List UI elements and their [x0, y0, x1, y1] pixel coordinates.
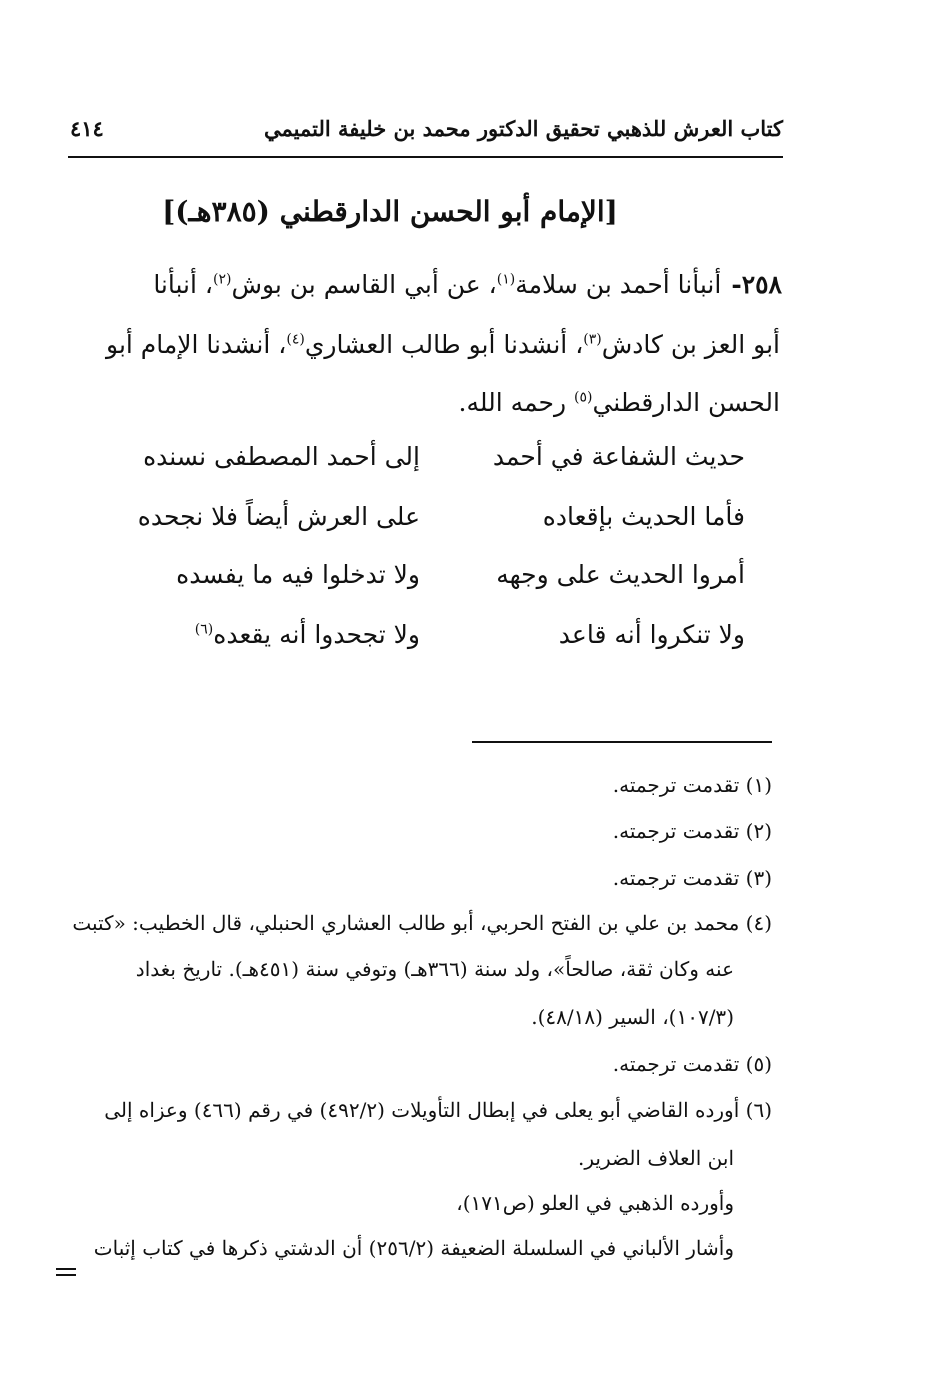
entry-text: ، عن أبي القاسم بن بوش	[231, 270, 497, 299]
entry-text: رحمه الله.	[458, 388, 574, 417]
footnote-ref[interactable]: (٥)	[574, 389, 593, 406]
verse-second-hemistich	[195, 620, 420, 649]
entry-text: ، أنشدنا الإمام أبو	[106, 330, 287, 359]
footnote-ref[interactable]: (١)	[496, 271, 516, 288]
page-number: ٤١٤	[70, 116, 104, 141]
verse-second-hemistich: ولا تدخلوا فيه ما يفسده	[176, 560, 420, 589]
verse-row	[140, 560, 745, 600]
footnote-4-continuation: (١٠٧/٣)، السير (٤٨/١٨).	[531, 1005, 734, 1029]
verse-first-hemistich: أمروا الحديث على وجهه	[496, 560, 745, 589]
entry-text: ، أنشدنا أبو طالب العشاري	[304, 330, 584, 359]
book-title: كتاب العرش للذهبي تحقيق الدكتور محمد بن خليفة التميمي	[264, 116, 783, 141]
footnote-2: (٢) تقدمت ترجمته.	[612, 819, 772, 843]
footnote-6-continuation: وأورده الذهبي في العلو (ص١٧١)،	[456, 1191, 734, 1215]
entry-line-2	[106, 330, 780, 359]
footnote-ref[interactable]: (٦)	[194, 621, 214, 638]
entry-text: الحسن الدارقطني	[592, 388, 780, 417]
entry-line-3	[459, 388, 780, 417]
entry-number: ٢٥٨-	[731, 270, 782, 299]
footnote-6-continuation: ابن العلاف الضرير.	[577, 1146, 734, 1170]
footnote-1: (١) تقدمت ترجمته.	[612, 773, 772, 797]
footnote-6-continuation: وأشار الألباني في السلسلة الضعيفة (٢٥٦/٢) أن الدشتي ذكرها في كتاب إثبات	[93, 1236, 734, 1260]
header-rule	[68, 156, 783, 158]
verse-second-hemistich: إلى أحمد المصطفى نسنده	[143, 442, 420, 471]
entry-text: أنبأنا أحمد بن سلامة	[515, 270, 722, 299]
entry-text: أبو العز بن كادش	[601, 330, 780, 359]
footnote-4-continuation: عنه وكان ثقة، صالحاً»، ولد سنة (٣٦٦هـ) وتوفي سنة (٤٥١هـ). تاريخ بغداد	[135, 957, 734, 981]
verse-first-hemistich: حديث الشفاعة في أحمد	[492, 442, 745, 471]
footnote-6: (٦) أورده القاضي أبو يعلى في إبطال التأويلات (٤٩٢/٢) في رقم (٤٦٦) وعزاه إلى	[104, 1098, 772, 1122]
section-heading: [الإمام أبو الحسن الدارقطني (٣٨٥هـ)]	[162, 195, 618, 228]
footnote-5: (٥) تقدمت ترجمته.	[612, 1052, 772, 1076]
verse-second-hemistich: على العرش أيضاً فلا نجحده	[137, 502, 420, 531]
footnote-rule	[472, 741, 772, 743]
continuation-mark-icon	[56, 1268, 76, 1280]
verse-text: ولا تجحدوا أنه يقعده	[213, 620, 420, 649]
entry-text: ، أنبأنا	[153, 270, 213, 299]
footnote-ref[interactable]: (٣)	[583, 331, 602, 348]
verse-row	[140, 442, 745, 482]
verse-first-hemistich: ولا تنكروا أنه قاعد	[558, 620, 745, 649]
footnote-4: (٤) محمد بن علي بن الفتح الحربي، أبو طالب العشاري الحنبلي، قال الخطيب: «كتبت	[72, 911, 772, 935]
running-head	[68, 112, 783, 152]
entry-line-1	[153, 270, 782, 299]
footnote-ref[interactable]: (٢)	[212, 271, 232, 288]
verse-row	[140, 620, 745, 660]
footnote-ref[interactable]: (٤)	[286, 331, 305, 348]
footnote-3: (٣) تقدمت ترجمته.	[612, 866, 772, 890]
verse-row	[137, 502, 745, 542]
verse-first-hemistich: فأما الحديث بإقعاده	[542, 502, 745, 531]
